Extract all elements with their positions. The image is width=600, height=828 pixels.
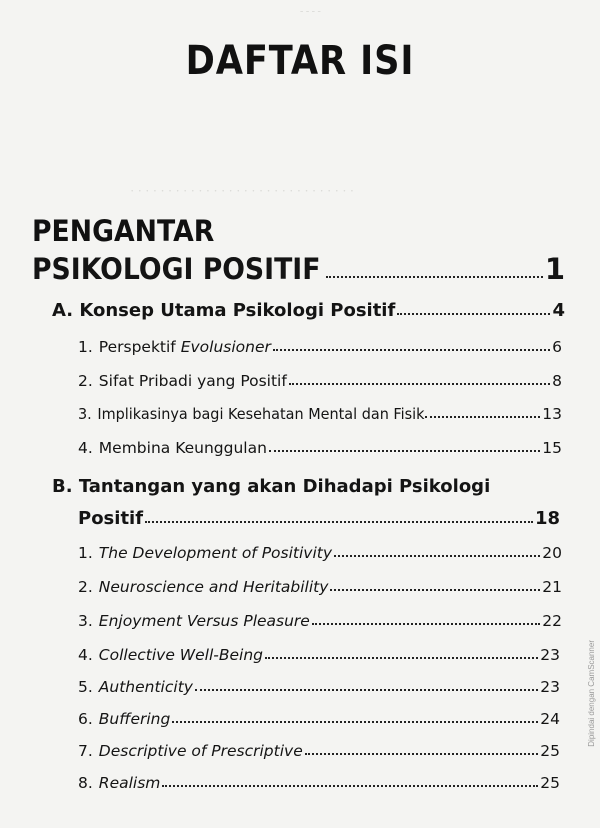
page-number: 24 (540, 710, 560, 728)
page-title: DAFTAR ISI (185, 38, 415, 84)
item-text-italic: Neuroscience and Heritability (98, 578, 329, 596)
item-number: 4. (78, 439, 93, 457)
toc-entry-b5[interactable] (78, 678, 560, 696)
toc-entry-b4[interactable] (78, 646, 560, 664)
dot-leader (425, 416, 541, 418)
toc-entry-section-b[interactable] (52, 476, 565, 497)
item-number: 3. (78, 405, 92, 423)
chapter-title-line1: PENGANTAR (32, 214, 215, 248)
item-number: 8. (78, 774, 93, 792)
item-text-italic: The Development of Positivity (98, 544, 333, 562)
page-number: 6 (552, 338, 562, 356)
item-number: 1. (78, 338, 93, 356)
section-b-label-line2: Positif (78, 508, 144, 529)
dot-leader (289, 383, 550, 385)
scanner-watermark: Dipindai dengan CamScanner (587, 640, 596, 747)
section-b-label-line1: B. Tantangan yang akan Dihadapi Psikologi (52, 476, 491, 497)
dot-leader (305, 753, 539, 755)
dot-leader (172, 721, 538, 723)
dot-leader (145, 521, 533, 523)
page-number: 25 (540, 774, 560, 792)
page-number: 13 (542, 405, 562, 423)
item-number: 2. (78, 372, 93, 390)
item-text-italic: Buffering (98, 710, 171, 728)
dot-leader (195, 689, 538, 691)
page-number: 4 (552, 300, 565, 321)
page-number: 23 (540, 646, 560, 664)
item-text: Implikasinya bagi Kesehatan Mental dan Fisik (97, 405, 425, 423)
chapter-title-line2: PSIKOLOGI POSITIF (32, 252, 321, 286)
page-number: 18 (534, 508, 560, 529)
dot-leader (312, 623, 540, 625)
toc-entry-section-b-cont[interactable] (78, 508, 560, 529)
item-text-italic: Realism (98, 774, 161, 792)
item-text-italic: Descriptive of Prescriptive (98, 742, 303, 760)
item-text-italic: Collective Well-Being (98, 646, 263, 664)
page-number: 22 (542, 612, 562, 630)
item-number: 7. (78, 742, 93, 760)
toc-entry-chapter[interactable] (32, 252, 565, 286)
toc-entry-b3[interactable] (78, 612, 562, 630)
dot-leader (334, 555, 540, 557)
page-number: 23 (540, 678, 560, 696)
toc-entry-section-a[interactable] (52, 300, 565, 321)
item-number: 4. (78, 646, 93, 664)
item-number: 6. (78, 710, 93, 728)
dot-leader (269, 450, 540, 452)
dot-leader (273, 349, 550, 351)
toc-entry-a3[interactable] (78, 405, 562, 423)
item-text-italic: Enjoyment Versus Pleasure (98, 612, 310, 630)
item-text: Membina Keunggulan (98, 439, 267, 457)
item-text-italic: Authenticity (98, 678, 193, 696)
page-number: 25 (540, 742, 560, 760)
item-number: 2. (78, 578, 93, 596)
dot-leader (397, 313, 550, 315)
page-number: 15 (542, 439, 562, 457)
toc-entry-b2[interactable] (78, 578, 562, 596)
item-text: Sifat Pribadi yang Positif (98, 372, 287, 390)
item-text-italic: Evolusioner (180, 338, 271, 356)
dot-leader (265, 657, 538, 659)
toc-entry-a1[interactable] (78, 338, 562, 356)
item-number: 3. (78, 612, 93, 630)
dot-leader (326, 276, 543, 278)
dot-leader (330, 589, 540, 591)
section-a-label: A. Konsep Utama Psikologi Positif (52, 300, 396, 321)
item-text: Perspektif (98, 338, 176, 356)
page-number: 1 (544, 252, 565, 286)
page-number: 20 (542, 544, 562, 562)
toc-entry-b8[interactable] (78, 774, 560, 792)
toc-entry-a2[interactable] (78, 372, 562, 390)
item-number: 5. (78, 678, 93, 696)
toc-entry-b7[interactable] (78, 742, 560, 760)
item-number: 1. (78, 544, 93, 562)
toc-entry-b6[interactable] (78, 710, 560, 728)
page-number: 8 (552, 372, 562, 390)
toc-entry-b1[interactable] (78, 544, 562, 562)
page-number: 21 (542, 578, 562, 596)
toc-entry-a4[interactable] (78, 439, 562, 457)
dot-leader (162, 785, 538, 787)
